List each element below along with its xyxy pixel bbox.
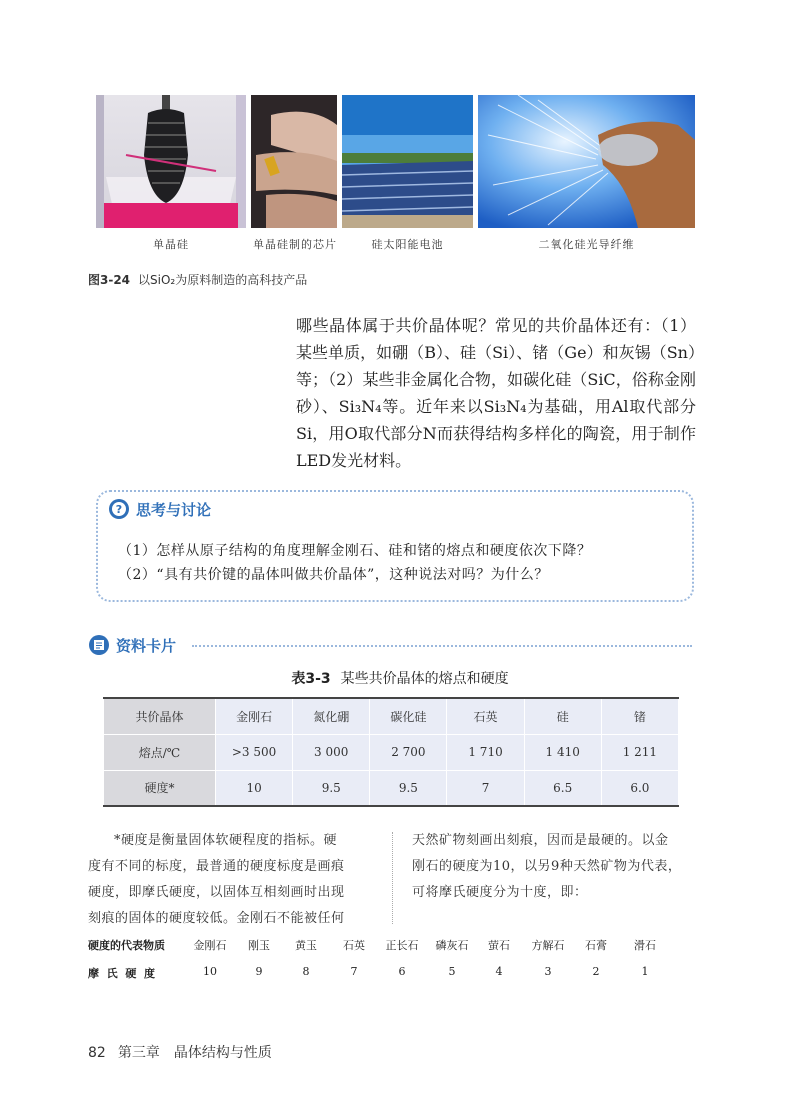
note-line: 刚石的硬度为10，以另9种天然矿物为代表， — [412, 859, 682, 874]
hardness-note-right — [412, 828, 702, 906]
table-cell: 1 710 — [447, 734, 524, 770]
mohs-value: 5 — [448, 965, 456, 978]
table-cell: 石英 — [447, 698, 524, 734]
table-cell: 10 — [216, 770, 293, 806]
page-footer — [88, 1042, 272, 1062]
note-divider — [392, 832, 393, 924]
mohs-material: 磷灰石 — [435, 939, 469, 952]
table-header-cell: 熔点/℃ — [104, 734, 216, 770]
table-cell: 6.0 — [601, 770, 678, 806]
data-card-divider — [192, 645, 692, 647]
table-header-cell: 硬度* — [104, 770, 216, 806]
mohs-material: 萤石 — [488, 939, 510, 952]
data-card-title — [88, 634, 176, 656]
table-cell: 碳化硅 — [370, 698, 447, 734]
table-cell: 1 211 — [601, 734, 678, 770]
mohs-value: 10 — [203, 965, 217, 978]
table-cell: 3 000 — [293, 734, 370, 770]
mohs-material: 石英 — [343, 939, 365, 952]
question-icon — [108, 498, 130, 520]
photo-solar-panels — [342, 95, 473, 228]
hardness-note-left — [88, 828, 388, 932]
table-cell: 1 410 — [524, 734, 601, 770]
discussion-question-2: （2）“具有共价键的晶体叫做共价晶体”，这种说法对吗？为什么？ — [118, 567, 549, 583]
table-cell: 锗 — [601, 698, 678, 734]
photo-label: 二氧化硅光导纤维 — [538, 238, 635, 251]
document-icon — [88, 634, 110, 656]
photo-single-crystal-silicon — [96, 95, 246, 228]
mohs-value: 2 — [592, 965, 600, 978]
mohs-material: 滑石 — [634, 939, 656, 952]
discussion-title-text: 思考与讨论 — [136, 500, 212, 519]
table-cell: 2 700 — [370, 734, 447, 770]
mohs-value: 7 — [350, 965, 358, 978]
figure-caption — [88, 271, 307, 288]
table-caption — [0, 668, 800, 688]
table-header-cell: 共价晶体 — [104, 698, 216, 734]
photo-silicon-chip — [251, 95, 337, 228]
table-cell: 9.5 — [370, 770, 447, 806]
mohs-material: 方解石 — [531, 939, 565, 952]
table-title: 某些共价晶体的熔点和硬度 — [340, 671, 509, 687]
note-line: *硬度是衡量固体软硬程度的指标。硬 — [114, 833, 338, 848]
table-cell: 7 — [447, 770, 524, 806]
chapter-title: 第三章 晶体结构与性质 — [117, 1045, 272, 1061]
mohs-materials-label: 硬度的代表物质 — [88, 939, 165, 952]
discussion-title — [108, 498, 211, 520]
mohs-material: 黄玉 — [295, 939, 317, 952]
data-card-title-text: 资料卡片 — [116, 636, 177, 655]
photo-label: 硅太阳能电池 — [371, 238, 444, 251]
discussion-question-1: （1）怎样从原子结构的角度理解金刚石、硅和锗的熔点和硬度依次下降？ — [118, 543, 592, 559]
table-cell: 氮化硼 — [293, 698, 370, 734]
figure-number: 图3-24 — [88, 273, 131, 287]
figure-caption-text: 以SiO₂为原料制造的高科技产品 — [138, 273, 308, 287]
table-cell: 硅 — [524, 698, 601, 734]
mohs-value: 4 — [495, 965, 503, 978]
mohs-value: 9 — [255, 965, 263, 978]
table-cell: >3 500 — [216, 734, 293, 770]
table-number: 表3-3 — [291, 671, 331, 687]
mohs-material: 金刚石 — [193, 939, 227, 952]
table-cell: 金刚石 — [216, 698, 293, 734]
mohs-scale-label: 摩 氏 硬 度 — [88, 967, 155, 980]
mohs-material: 刚玉 — [248, 939, 270, 952]
svg-text:?: ? — [115, 503, 123, 516]
mohs-material: 正长石 — [385, 939, 419, 952]
note-line: 度有不同的标度，最普通的硬度标度是画痕 — [88, 859, 345, 874]
hardness-table — [103, 697, 679, 807]
table-cell: 9.5 — [293, 770, 370, 806]
mohs-value: 8 — [302, 965, 310, 978]
note-line: 可将摩氏硬度分为十度，即： — [412, 885, 588, 900]
page-number: 82 — [88, 1045, 106, 1061]
mohs-value: 3 — [544, 965, 552, 978]
photo-optical-fiber — [478, 95, 695, 228]
mohs-value: 1 — [641, 965, 649, 978]
body-paragraph: 哪些晶体属于共价晶体呢？常见的共价晶体还有：（1）某些单质，如硼（B）、硅（Si）、锗（Ge）和灰锡（Sn）等；（2）某些非金属化合物，如碳化硅（SiC，俗称金刚砂）、Si₃N₄等。近年来以Si₃N₄为基础，用Al取代部分Si，用O取代部分N而获得结构多样化的陶瓷，用于制作LED发光材料。 — [296, 316, 696, 470]
table-cell: 6.5 — [524, 770, 601, 806]
table-row — [104, 698, 679, 734]
mohs-material: 石膏 — [585, 939, 607, 952]
note-line: 天然矿物刻画出刻痕，因而是最硬的。以金 — [412, 833, 669, 848]
photo-label: 单晶硅制的芯片 — [253, 238, 337, 251]
note-line: 刻痕的固体的硬度较低。金刚石不能被任何 — [88, 911, 345, 926]
table-row — [104, 734, 679, 770]
photo-label: 单晶硅 — [153, 238, 189, 251]
table-row — [104, 770, 679, 806]
mohs-value: 6 — [398, 965, 406, 978]
note-line: 硬度，即摩氏硬度，以固体互相刻画时出现 — [88, 885, 345, 900]
